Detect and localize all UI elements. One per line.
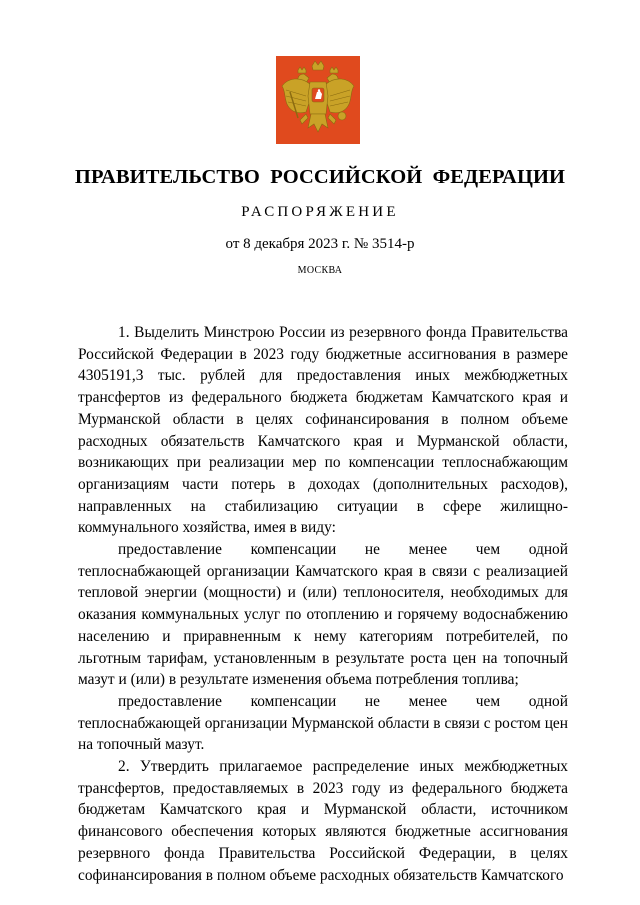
paragraph-3: предоставление компенсации не менее чем одной теплоснабжающей организации Мурманской области в связи с ростом цен на топочный мазут. xyxy=(78,692,568,754)
coat-of-arms-icon xyxy=(276,56,360,144)
paragraph-4: 2. Утвердить прилагаемое распределение иных межбюджетных трансфертов, предоставляемых в 2023 году из федерального бюджета бюджетам Камчатского края и Мурманской области, источником финансового обеспечения которых являются бюджетные ассигнования резервного фонда Правительства Российской Федерации, в целях софинансирования в полном объеме расходных обязательств Камчатского xyxy=(78,758,568,884)
document-date-number: от 8 декабря 2023 г. № 3514-р xyxy=(225,236,415,252)
paragraph-2: предоставление компенсации не менее чем одной теплоснабжающей организации Камчатского края в связи с реализацией тепловой энергии (мощности) и (или) теплоносителя, необходимых для оказания коммунальных услуг по отоплению и горячему водоснабжению населению и приравненным к нему категориям потребителей, по льготным тарифам, установленным в результате роста цен на топочный мазут и (или) в результате изменения объема потребления топлива; xyxy=(78,541,568,689)
document-body xyxy=(78,322,568,886)
document-city: МОСКВА xyxy=(297,265,343,276)
document-type: РАСПОРЯЖЕНИЕ xyxy=(241,204,399,220)
government-title: ПРАВИТЕЛЬСТВО РОССИЙСКОЙ ФЕДЕРАЦИИ xyxy=(74,166,566,188)
paragraph-1: 1. Выделить Минстрою России из резервного фонда Правительства Российской Федерации в 2023 году бюджетные ассигнования в размере 4305191,3 тыс. рублей для предоставления иных межбюджетных трансфертов из федерального бюджета бюджетам Камчатского края и Мурманской области в целях софинансирования в полном объеме расходных обязательств Камчатского края и Мурманской области, возникающих при реализации мер по компенсации теплоснабжающим организациям части потерь в доходах (дополнительных расходов), направленных на стабилизацию ситуации в сфере жилищно-коммунального хозяйства, имея в виду: xyxy=(78,324,568,537)
